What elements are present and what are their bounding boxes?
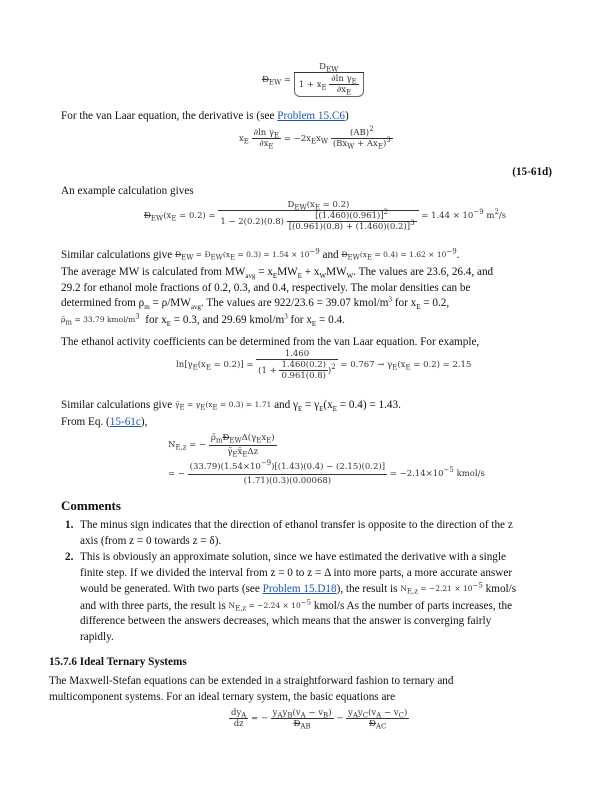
inline-eq-flux-three-parts: $N_{E,z} = -2.24 \times 10^{-5}$ [228,598,312,612]
link-problem-15-c6[interactable]: Problem 15.C6 [277,110,345,122]
paragraph-van-laar: For the van Laar equation, the derivative is (see Problem 15.C6) [61,110,349,122]
equation-van-laar-derivative: $x_E$ $\frac{\partial\ln \gamma_E}{\partial x_E}$ = $-2x_Ex_W$ $\frac{(AB)^2}{(Bx_W + Ax_E)^3}$ [239,125,391,151]
comment-item-2: 2. This is obviously an approximate solution, since we have estimated the derivative with a single finite step. If we divided the interval from z = 0 to z = Δ into more parts, a more accurate answer would be generated. With two parts (see Problem 15.D18), the result is $N_{E,z} = -2.21 \times 10^{-5}$ kmol/s and with three parts, the result is $N_{E,z} = -2.24 \times 10^{-5}$ kmol/s As the number of parts increases, the difference between the answers decreases, which means that the answer is converging fairly rapidly. [65,551,517,643]
inline-eq-activity-03: $\gammā_E = \gamma_E(x_E = 0.3) = 1.71$ [175,400,272,412]
paragraph-activity: The ethanol activity coefficients can be determined from the van Laar equation. For example, [61,336,480,348]
inline-eq-molar-density: $\rhō_m = 33.79$ kmol/$m^3$ [61,312,140,326]
paragraph-example: An example calculation gives [61,185,194,197]
eq-top-fraction: $D_{EW}$ $1 + x_E$ $\frac{\partial\ln \gamma_E}{\partial x_E}$ [294,62,364,97]
paragraph-from-eq: From Eq. (15-61c), [61,416,148,428]
paragraph-similar-activity: Similar calculations give $\gammā_E = \gamma_E(x_E = 0.3) = 1.71$ and $\gamma_E = \gamma_E(x_E = 0.4) = 1.43$. [61,399,401,414]
link-problem-15-d18[interactable]: Problem 15.D18 [262,583,337,595]
link-eq-15-61c[interactable]: 15-61c [109,416,141,428]
equation-ethanol-flux: $N_{E,z}$ = − $\frac{\rhō_mĐ_{EW}\Delta(\gamma_Ex_E)}{\gammā_Ex̄_E\Delta z}$ = − $\frac{(33.79)(1.54\times 10^{-9})[(1.43)(0.4) - (2.15)(0.2)]}{(1.71)(0.3)(0.00068)}$ = $-2.14\times 10^{-5}$ kmol/s [168,433,485,486]
comment-item-1: 1. The minus sign indicates that the direction of ethanol transfer is opposite to the direction of the z axis (from z = 0 towards z = δ). [65,519,513,547]
paragraph-average-mw: The average MW is calculated from $MW_{avg} = x_EMW_E + x_WMW_W$. The values are 23.6, 26.4, and 29.2 for ethanol mole fractions of 0.2, 0.3, and 0.4, respectively. The molar densities can be determined from $\rho_m = \rho/MW_{avg}$. The values are 922/23.6 = 39.07 kmol/$m^3$ for $x_E = 0.2$, $\rhō_m = 33.79$ kmol/$m^3$ for $x_E = 0.3$, and 29.69 kmol/$m^3$ for $x_E = 0.4$. [61,266,494,328]
equation-pseudo-diffusivity: $Đ_{EW}$ = $D_{EW}$ $1 + x_E$ $\frac{\partial\ln \gamma_E}{\partial x_E}$ [262,62,364,97]
equation-activity-coefficient: $\ln[\gamma_E(x_E = 0.2)]$ = 1.460 (1 + $\frac{1.460(0.2)}{0.961(0.8)}$ )$^2$ = $0.767 \to \gamma_E(x_E = 0.2) = 2.15$ [176,349,472,381]
inline-eq-diffusivity-03: $Đ_{EW}$ = $Đ_{EW}(x_E = 0.3) = 1.54 \times 10^{-9}$ [175,247,320,262]
equation-ternary: $\frac{dy_A}{dz}$ = − $\frac{y_Ay_B(v_A - v_B)}{Đ_{AB}}$ − $\frac{y_Ay_C(v_A - v_C)}{Đ_{AC}}$ [231,708,408,731]
equation-label: (15-61d) [512,166,552,178]
heading-comments: Comments [61,498,121,513]
inline-eq-diffusivity-04: $Đ_{EW}(x_E = 0.4) = 1.62 \times 10^{-9}$ [341,247,457,262]
equation-example-calculation: $Đ_{EW}(x_E = 0.2)$ = $D_{EW}(x_E = 0.2)$ 1 − 2(0.2)(0.8) $\frac{[(1.460)(0.961)]^2}{[(0.961)(0.8) + (1.460)(0.2)]^3}$ = $1.44 \times 10^{-9}$ $m^2/s$ [144,200,507,232]
paragraph-ternary: The Maxwell-Stefan equations can be extended in a straightforward fashion to ternary and multicomponent systems. For an ideal ternary system, the basic equations are [49,675,454,703]
heading-ideal-ternary-systems: 15.7.6 Ideal Ternary Systems [49,656,187,668]
paragraph-similar-diffusivity: Similar calculations give $Đ_{EW}$ = $Đ_{EW}(x_E = 0.3) = 1.54 \times 10^{-9}$ and $Đ_{EW}(x_E = 0.4) = 1.62 \times 10^{-9}$. [61,247,460,262]
eq-top-lhs: Đ [262,74,269,85]
inline-eq-flux-two-parts: $N_{E,z} = -2.21 \times 10^{-5}$ [400,581,483,596]
